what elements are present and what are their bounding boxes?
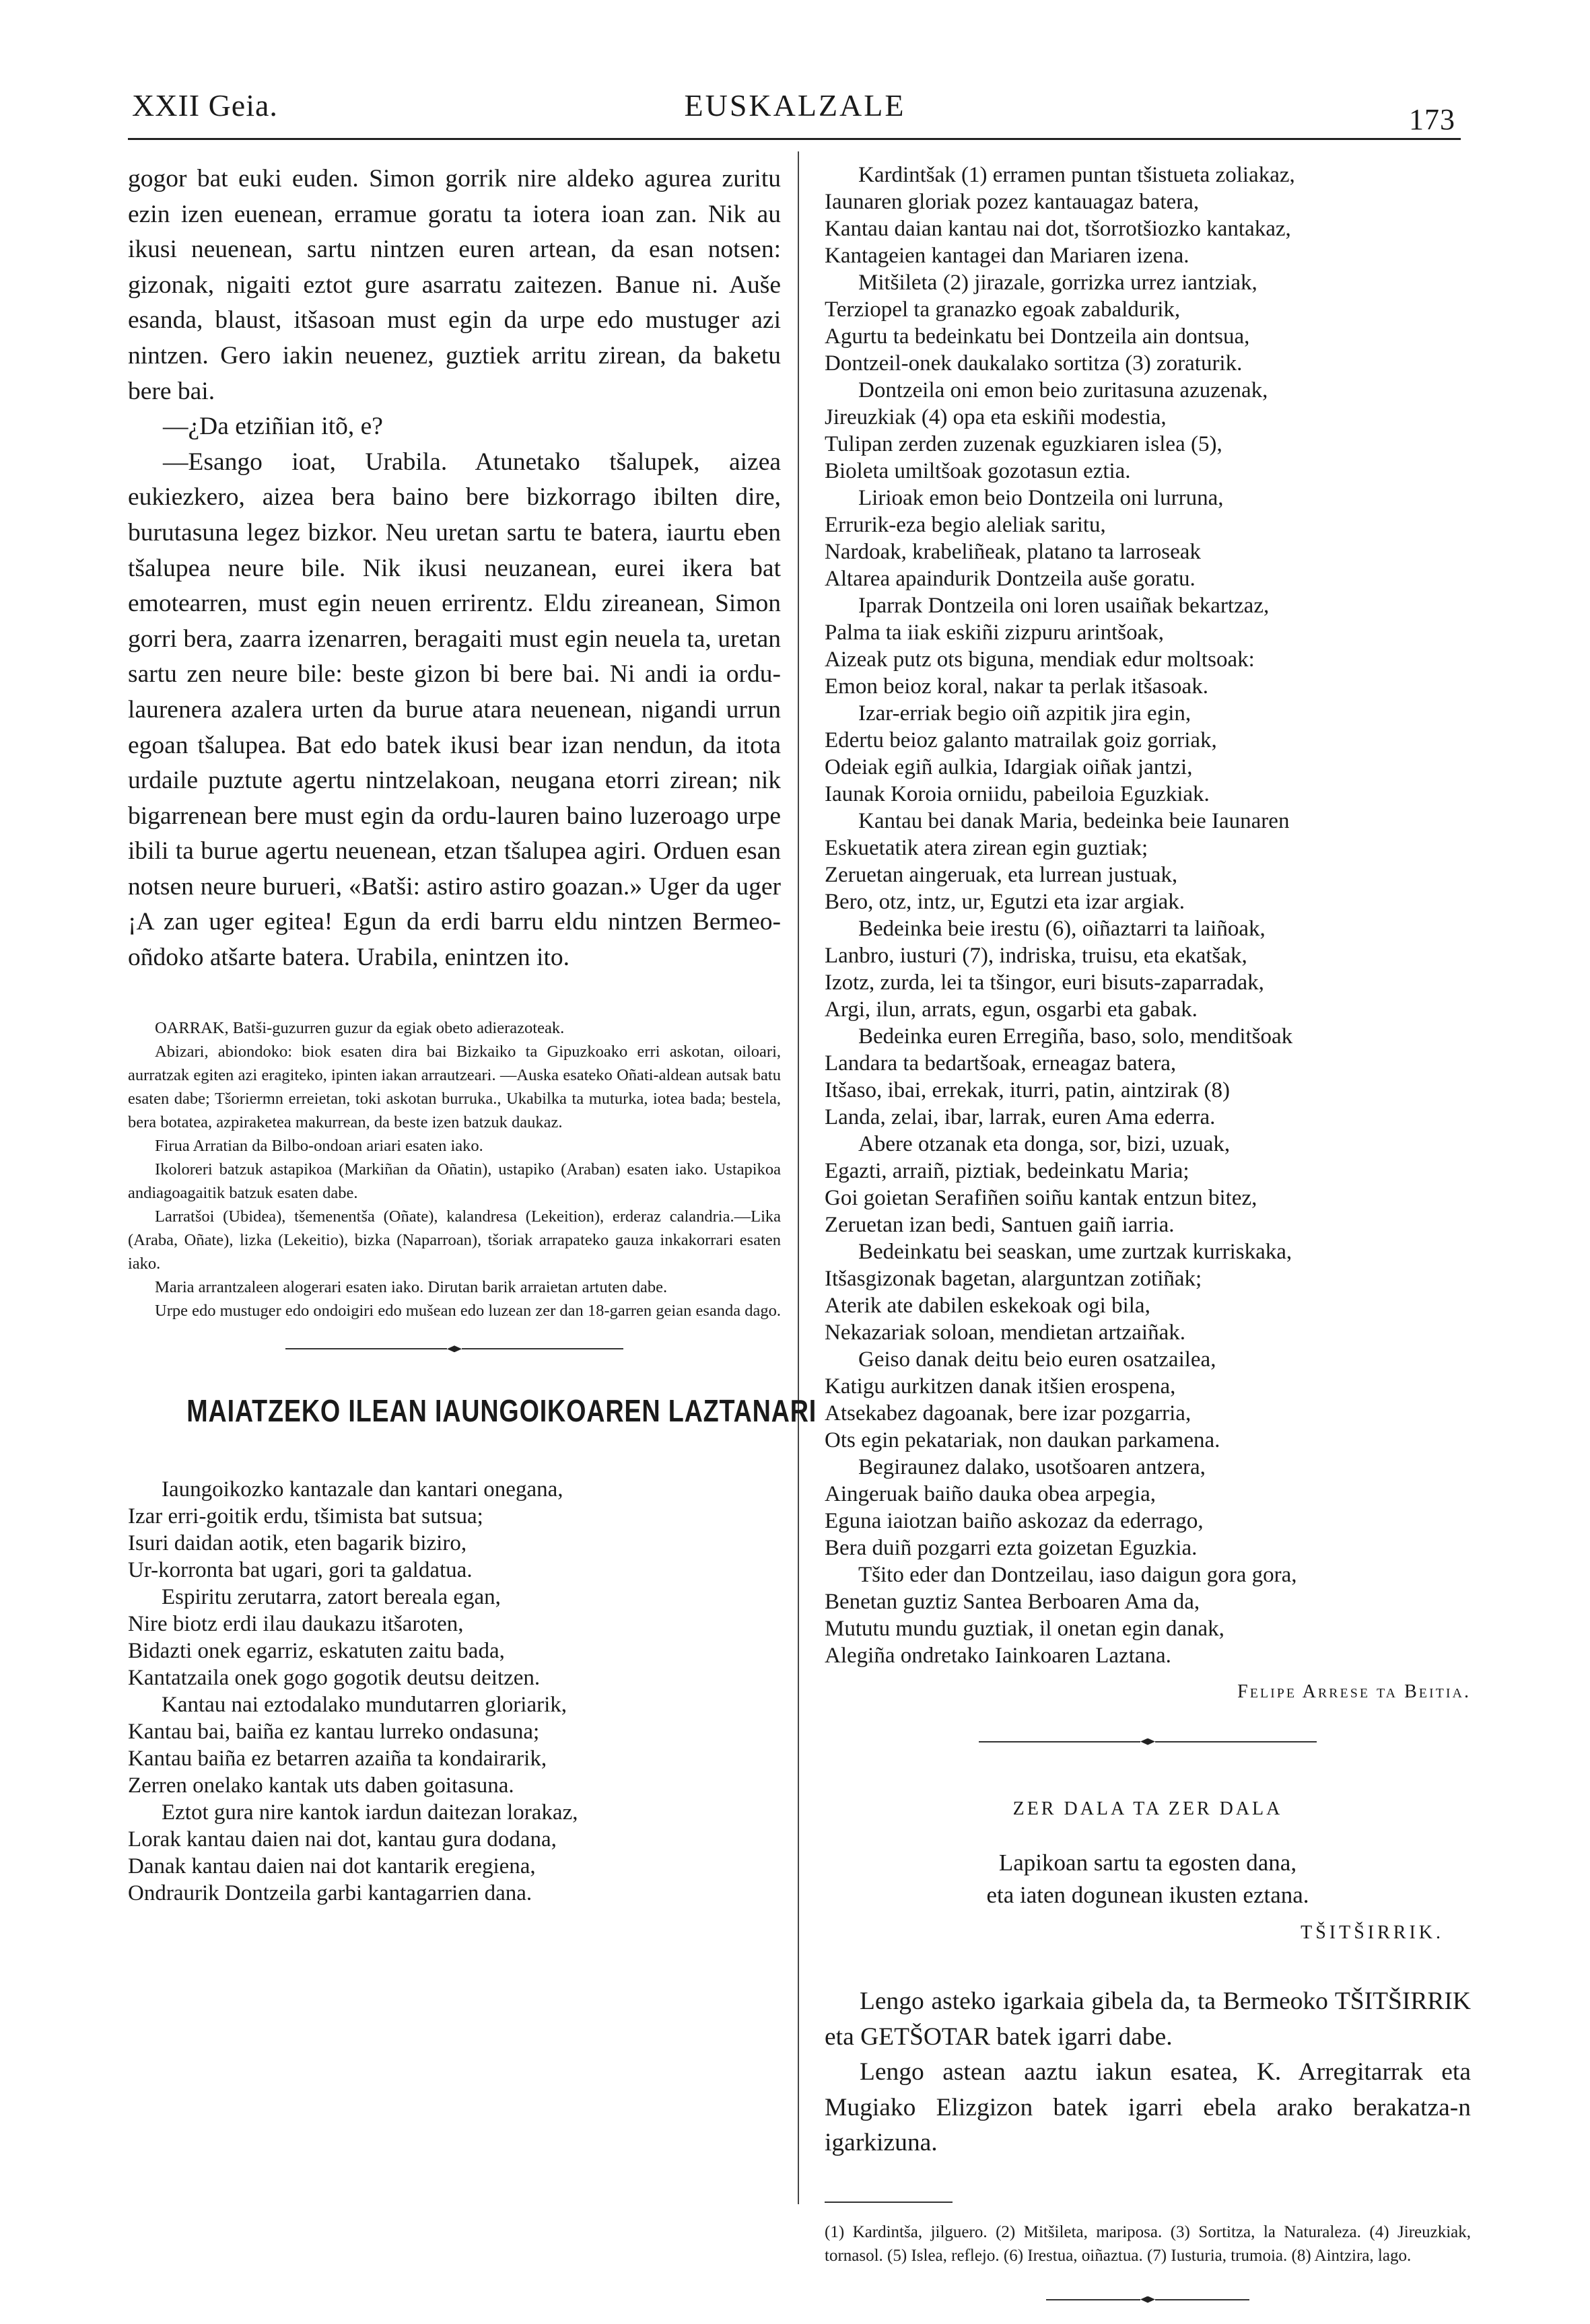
poem-line: Bioleta umiltšoak gozotasun eztia. (825, 459, 1131, 483)
poem-line: Agurtu ta bedeinkatu bei Dontzeila ain dontsua, (825, 324, 1250, 349)
section-ornament (825, 1730, 1471, 1751)
poem-line: Iaunaren gloriak pozez kantauagaz batera, (825, 190, 1200, 214)
poem-line: Tulipan zerden zuzenak eguzkiaren islea (5), (825, 432, 1222, 456)
poem-line: Isuri daidan aotik, eten bagarik biziro, (128, 1530, 467, 1555)
note: Ikoloreri batzuk astapikoa (Markiñan da Oñatin), ustapiko (Araban) esaten iako. Ustapikoa andiagoagaitik batzuk esaten dabe. (128, 1160, 781, 1202)
poem-line: Bidazti onek egarriz, eskatuten zaitu bada, (128, 1638, 505, 1663)
section-ornament (825, 2288, 1471, 2309)
note: Abizari, abiondoko: biok esaten dira bai Bizkaiko ta Gipuzkoako erri askotan, oiloari, aurratzak egiten azi eragiteko, ipinten iakan arrautzeari. —Auska esateko Oñati-aldean autsak batu esaten dabe; Tšoriermn erreietan, toki askotan burruka., Ukabilka ta muturka, iotea bada; bestela, bera botatea, azpiraketea makurrean, da beste izen batzuk daukaz. (128, 1042, 781, 1131)
poem-line: Geiso danak deitu beio euren osatzailea, (858, 1347, 1216, 1372)
poem-line: Iaungoikozko kantazale dan kantari onegana, (162, 1477, 563, 1502)
poem-line: Palma ta iiak eskiñi zizpuru arintšoak, (825, 621, 1165, 645)
poem-line: Tšito eder dan Dontzeilau, iaso daigun gora gora, (858, 1563, 1297, 1587)
poem-line: Kardintšak (1) erramen puntan tšistueta zoliakaz, (858, 163, 1295, 187)
poem-line: Begiraunez dalako, usotšoaren antzera, (858, 1455, 1206, 1479)
poem-line: Goi goietan Serafiñen soiñu kantak entzun bitez, (825, 1186, 1257, 1210)
poem-line: Kantau nai eztodalako mundutarren gloriarik, (162, 1692, 567, 1717)
poem-line: Eguna iaiotzan baiño askozaz da ederrago, (825, 1509, 1204, 1533)
poem-line: Altarea apaindurik Dontzeila auše goratu. (825, 567, 1196, 591)
poem-line: Bera duiñ pozgarri ezta goizetan Eguzkia. (825, 1536, 1198, 1560)
poem-line: Bedeinkatu bei seaskan, ume zurtzak kurriskaka, (858, 1240, 1292, 1264)
riddle-answers (825, 1984, 1471, 2161)
poem-line: Kantau bei danak Maria, bedeinka beie Iaunaren (858, 809, 1290, 833)
poem-line: Atsekabez dagoanak, bere izar pozgarria, (825, 1401, 1191, 1425)
poem-line: Ots egin pekatariak, non daukan parkamena. (825, 1428, 1220, 1452)
poem-line: Dontzeila oni emon beio zuritasuna azuzenak, (858, 378, 1268, 402)
poem-line: Eskuetatik atera zirean egin guztiak; (825, 836, 1148, 860)
answer-paragraph: Lengo astean aaztu iakun esatea, K. Arregitarrak eta Mugiako Elizgizon batek igarri ebela arako berakatza-n igarkizuna. (825, 2058, 1471, 2157)
poem-line: Bero, otz, intz, ur, Egutzi eta izar argiak. (825, 890, 1185, 914)
poem-left (128, 1476, 781, 1907)
poem-line: Errurik-eza begio aleliak saritu, (825, 513, 1106, 537)
poem-line: Aingeruak baiño dauka obea arpegia, (825, 1482, 1156, 1506)
poem-line: Egazti, arraiñ, piztiak, bedeinkatu Maria; (825, 1159, 1189, 1183)
poem-line: Izotz, zurda, lei ta tšingor, euri bisuts-zaparradak, (825, 971, 1264, 995)
poem-line: Nardoak, krabeliñeak, platano ta larroseak (825, 540, 1201, 564)
riddle-line: Lapikoan sartu ta egosten dana, (998, 1850, 1297, 1876)
footnote-rule (825, 2202, 953, 2203)
riddle-signature: TŠITŠIRRIK. (1301, 1922, 1444, 1943)
riddle-line: eta iaten dogunean ikusten eztana. (986, 1882, 1309, 1908)
poem-line: Kantau daian kantau nai dot, tšorrotšiozko kantakaz, (825, 217, 1291, 241)
poem-line: Iaunak Koroia orniidu, pabeiloia Eguzkiak. (825, 782, 1210, 806)
poem-right (825, 162, 1471, 1669)
story-paragraph: gogor bat euki euden. Simon gorrik nire aldeko agurea zuritu ezin izen euenean, erramue goratu ta iotera ioan zan. Nik au ikusi neuenean, sartu nintzen euren artean, da esan notsen: gizonak, nigaiti eztot gure asarratu zaitezen. Banue ni. Auše esanda, blaust, itšasoan must egin da urpe edo mustuger azi nintzen. Gero iakin neuenez, guztiek arritu zirean, da baketu bere bai. (128, 165, 781, 405)
poem-line: Mitšileta (2) jirazale, gorrizka urrez iantziak, (858, 271, 1257, 295)
poem-line: Aizeak putz ots biguna, mendiak edur moltsoak: (825, 647, 1255, 672)
note: OARRAK, Batši-guzurren guzur da egiak obeto adierazoteak. (155, 1018, 565, 1037)
right-column (825, 162, 1471, 2324)
story-notes (128, 1016, 781, 1323)
left-column (128, 162, 817, 1907)
poem-line: Zeruetan izan bedi, Santuen gaiñ iarria. (825, 1213, 1175, 1237)
riddle-text (825, 1847, 1471, 1911)
poem-line: Lirioak emon beio Dontzeila oni lurruna, (858, 486, 1224, 510)
poem-signature: Felipe Arrese ta Beitia. (1237, 1681, 1471, 1702)
poem-line: Espiritu zerutarra, zatort bereala egan, (162, 1584, 501, 1609)
poem-line: Edertu beioz galanto matrailak goiz gorriak, (825, 728, 1217, 752)
poem-line: Ondraurik Dontzeila garbi kantagarrien dana. (128, 1880, 532, 1905)
poem-line: Kantau bai, baiña ez kantau lurreko ondasuna; (128, 1719, 540, 1744)
answer-paragraph: Lengo asteko igarkaia gibela da, ta Bermeoko TŠITŠIRRIK eta GETŠOTAR batek igarri dabe. (825, 1987, 1471, 2051)
poem-line: Bedeinka beie irestu (6), oiñaztarri ta laiñoak, (858, 917, 1266, 941)
poem-line: Alegiña ondretako Iainkoaren Laztana. (825, 1644, 1171, 1668)
poem-line: Kantageien kantagei dan Mariaren izena. (825, 244, 1189, 268)
poem-line: Iparrak Dontzeila oni loren usaiñak bekartzaz, (858, 594, 1270, 618)
story-paragraph: —Esango ioat, Urabila. Atunetako tšalupek, aizea eukiezkero, aizea bera baino bere bizkorrago ibilten dire, burutasuna legez bizkor. Neu uretan sartu te batera, iaurtu eben tšalupea neure bile. Nik ikusi neuzanean, eurei ikera bat emotearren, must egin neuen errirentz. Eldu zireanean, Simon gorri bera, zaarra izenarren, beragaiti must egin neuela ta, uretan sartu zen neure bile: beste gizon bi bere bai. Ni andi ia ordu-laurenera azalera urten da burue atara neuenean, nigandi urrun egoan tšalupea. Bat edo batek ikusi bear izan nendun, da itota urdaile puztute agertu nintzelakoan, neugana etorri zirean; nik bigarrenean bere must egin da ordu-lauren baino luzeroago urpe ibili ta burue agertu neuenean, etzan tšalupea agiri. Orduen esan notsen neure burueri, «Batši: astiro astiro goazan.» Uger da uger ¡A zan uger egitea! Egun da erdi barru eldu nintzen Bermeo-oñdoko atšarte batera. Urabila, enintzen ito. (128, 448, 781, 972)
page-number: 173 (1409, 103, 1455, 136)
poem-line: Eztot gura nire kantok iardun daitezan lorakaz, (162, 1800, 578, 1825)
section-ornament (128, 1337, 781, 1359)
poem-line: Kantau baiña ez betarren azaiña ta kondairarik, (128, 1746, 547, 1771)
note: Larratšoi (Ubidea), tšemenentša (Oñate), kalandresa (Lekeition), erderaz calandria.—Lika (Araba, Oñate), lizka (Lekeitio), bizka (Naparroan), tšoriak arrapateko gauza inkakorrari esaten iako. (128, 1207, 781, 1273)
poem-line: Itšaso, ibai, errekak, iturri, patin, aintzirak (8) (825, 1078, 1231, 1102)
masthead-title: EUSKALZALE (684, 88, 906, 122)
poem-line: Abere otzanak eta donga, sor, bizi, uzuak, (858, 1132, 1231, 1156)
poem-line: Zerren onelako kantak uts daben goitasuna. (128, 1773, 514, 1798)
poem-line: Lorak kantau daien nai dot, kantau gura dodana, (128, 1827, 557, 1852)
note: Maria arrantzaleen alogerari esaten iako. Dirutan barik arraietan artuten dabe. (155, 1277, 668, 1296)
story-paragraph: —¿Da etziñian itõ, e? (163, 413, 383, 441)
header-rule (128, 138, 1461, 140)
poem-line: Ur-korronta bat ugari, gori ta galdatua. (128, 1557, 473, 1582)
poem-line: Danak kantau daien nai dot kantarik eregiena, (128, 1854, 536, 1878)
poem-line: Bedeinka euren Erregiña, baso, solo, menditšoak (858, 1024, 1293, 1049)
poem-line: Landa, zelai, ibar, larrak, euren Ama ederra. (825, 1105, 1216, 1129)
poem-line: Odeiak egiñ aulkia, Idargiak oiñak jantzi, (825, 755, 1193, 779)
poem-line: Nekazariak soloan, mendietan artzaiñak. (825, 1321, 1185, 1345)
issue-label: XXII Geia. (132, 88, 278, 122)
poem-line: Dontzeil-onek daukalako sortitza (3) zoraturik. (825, 351, 1243, 376)
poem-line: Argi, ilun, arrats, egun, osgarbi eta gabak. (825, 997, 1198, 1022)
poem-line: Benetan guztiz Santea Berboaren Ama da, (825, 1590, 1200, 1614)
story-text (128, 162, 781, 976)
riddle-heading: ZER DALA TA ZER DALA (1012, 1798, 1283, 1819)
poem-line: Nire biotz erdi ilau daukazu itšaroten, (128, 1611, 464, 1636)
poem-line: Lanbro, iusturi (7), indriska, truisu, eta ekatšak, (825, 944, 1247, 968)
poem-title: MAIATZEKO ILEAN IAUNGOIKOAREN LAZTANARI (186, 1393, 817, 1428)
note: Urpe edo mustuger edo ondoigiri edo mušean edo luzean zer dan 18-garren geian esanda dago. (155, 1301, 781, 1320)
poem-line: Izar erri-goitik erdu, tšimista bat sutsua; (128, 1504, 483, 1528)
poem-line: Zeruetan aingeruak, eta lurrean justuak, (825, 863, 1178, 887)
poem-line: Aterik ate dabilen eskekoak ogi bila, (825, 1294, 1150, 1318)
poem-line: Kantatzaila onek gogo gogotik deutsu deitzen. (128, 1665, 541, 1690)
column-divider (798, 151, 799, 2204)
poem-line: Jireuzkiak (4) opa eta eskiñi modestia, (825, 405, 1167, 429)
poem-line: Mututu mundu guztiak, il onetan egin danak, (825, 1617, 1224, 1641)
poem-line: Itšasgizonak bagetan, alarguntzan zotiñak; (825, 1267, 1202, 1291)
poem-line: Izar-erriak begio oiñ azpitik jira egin, (858, 701, 1191, 726)
note: Firua Arratian da Bilbo-ondoan ariari esaten iako. (155, 1136, 483, 1155)
poem-line: Emon beioz koral, nakar ta perlak itšasoak. (825, 674, 1208, 699)
footnotes: (1) Kardintša, jilguero. (2) Mitšileta, mariposa. (3) Sortitza, la Naturaleza. (4) Jireuzkiak, tornasol. (5) Islea, reflejo. (6) Irestua, oiñaztua. (7) Iusturia, trumoia. (8) Aintzira, lago. (825, 2222, 1471, 2265)
poem-line: Katigu aurkitzen danak itšien erospena, (825, 1374, 1176, 1399)
poem-line: Landara ta bedartšoak, erneagaz batera, (825, 1051, 1177, 1076)
poem-line: Terziopel ta granazko egoak zabaldurik, (825, 297, 1181, 322)
